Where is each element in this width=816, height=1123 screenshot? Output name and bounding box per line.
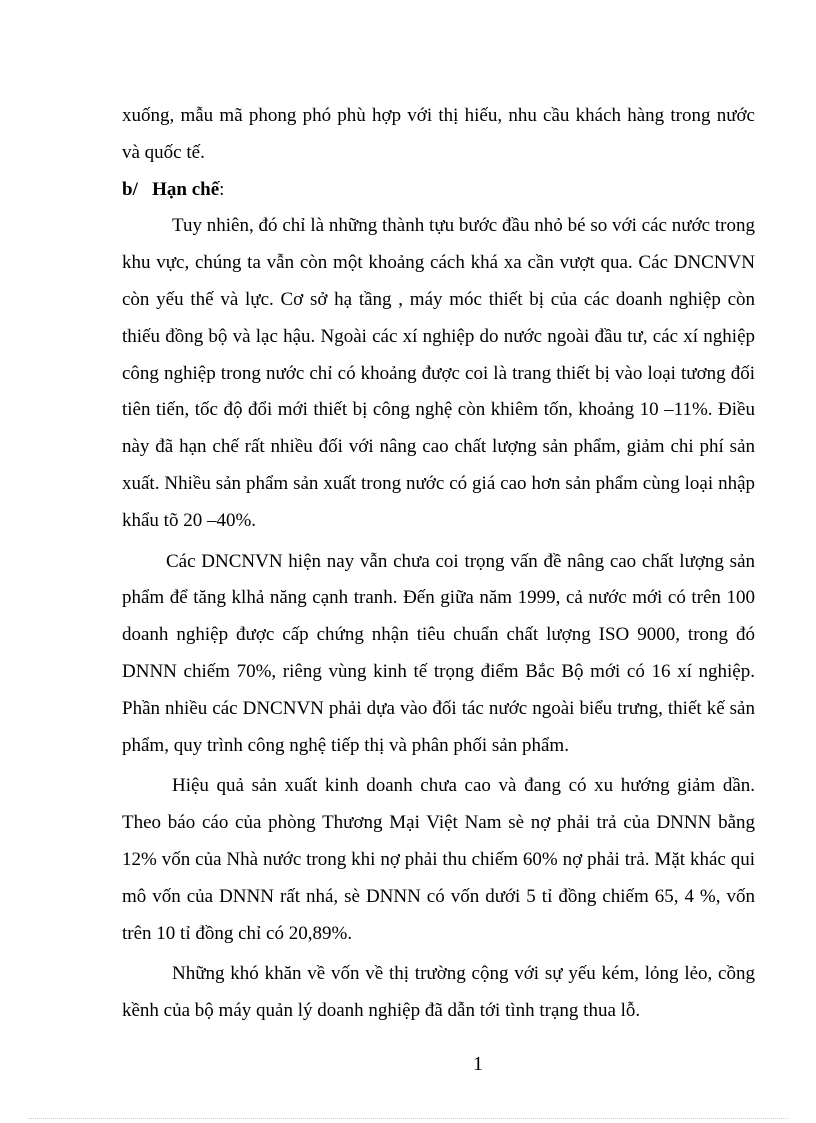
- section-heading: [122, 172, 755, 209]
- paragraph-limitations: Tuy nhiên, đó chỉ là những thành tựu bước đầu nhỏ bé so với các nước trong khu vực, chúng ta vẫn còn một khoảng cách khá xa cần vượt qua. Các DNCNVN còn yếu thế và lực. Cơ sở hạ tầng , máy móc thiết bị của các doanh nghiệp còn thiếu đồng bộ và lạc hậu. Ngoài các xí nghiệp do nước ngoài đầu tư, các xí nghiệp công nghiệp trong nước chỉ có khoảng được coi là trang thiết bị vào loại tương đối tiên tiến, tốc độ đổi mới thiết bị công nghệ còn khiêm tốn, khoảng 10 –11%. Điều này đã hạn chế rất nhiều đối với nâng cao chất lượng sản phẩm, giảm chi phí sản xuất. Nhiều sản phẩm sản xuất trong nước có giá cao hơn sản phẩm cùng loại nhập khẩu tõ 20 –40%.: [122, 215, 755, 531]
- section-colon: :: [219, 178, 225, 200]
- paragraph-quality: Các DNCNVN hiện nay vẫn chưa coi trọng vấn đề nâng cao chất lượng sản phẩm để tăng klhả năng cạnh tranh. Đến giữa năm 1999, cả nước mới có trên 100 doanh nghiệp được cấp chứng nhận tiêu chuẩn chất lượng ISO 9000, trong đó DNNN chiếm 70%, riêng vùng kinh tế trọng điểm Bắc Bộ mới có 16 xí nghiệp. Phần nhiều các DNCNVN phải dựa vào đối tác nước ngoài biểu trưng, thiết kế sản phẩm, quy trình công nghệ tiếp thị và phân phối sản phẩm.: [122, 550, 755, 756]
- document-body: [122, 98, 755, 1030]
- section-title: Hạn chế: [152, 178, 220, 200]
- section-label: b/: [122, 178, 138, 200]
- footer-divider: [28, 1118, 788, 1119]
- page-number: 1: [473, 1053, 483, 1075]
- paragraph-efficiency: Hiệu quả sản xuất kinh doanh chưa cao và đang có xu hướng giảm dần. Theo báo cáo của phòng Thương Mại Việt Nam sè nợ phải trả của DNNN bằng 12% vốn của Nhà nước trong khi nợ phải thu chiếm 60% nợ phải trả. Mặt khác qui mô vốn của DNNN rất nhá, sè DNNN có vốn dưới 5 tỉ đồng chiếm 65, 4 %, vốn trên 10 tỉ đồng chỉ có 20,89%.: [122, 775, 755, 944]
- continuation-paragraph: xuống, mẫu mã phong phó phù hợp với thị hiếu, nhu cầu khách hàng trong nước và quốc tế.: [122, 105, 755, 163]
- paragraph-difficulties: Những khó khăn về vốn về thị trường cộng với sự yếu kém, lỏng lẻo, cồng kềnh của bộ máy quản lý doanh nghiệp đã dẫn tới tình trạng thua lỗ.: [122, 963, 755, 1022]
